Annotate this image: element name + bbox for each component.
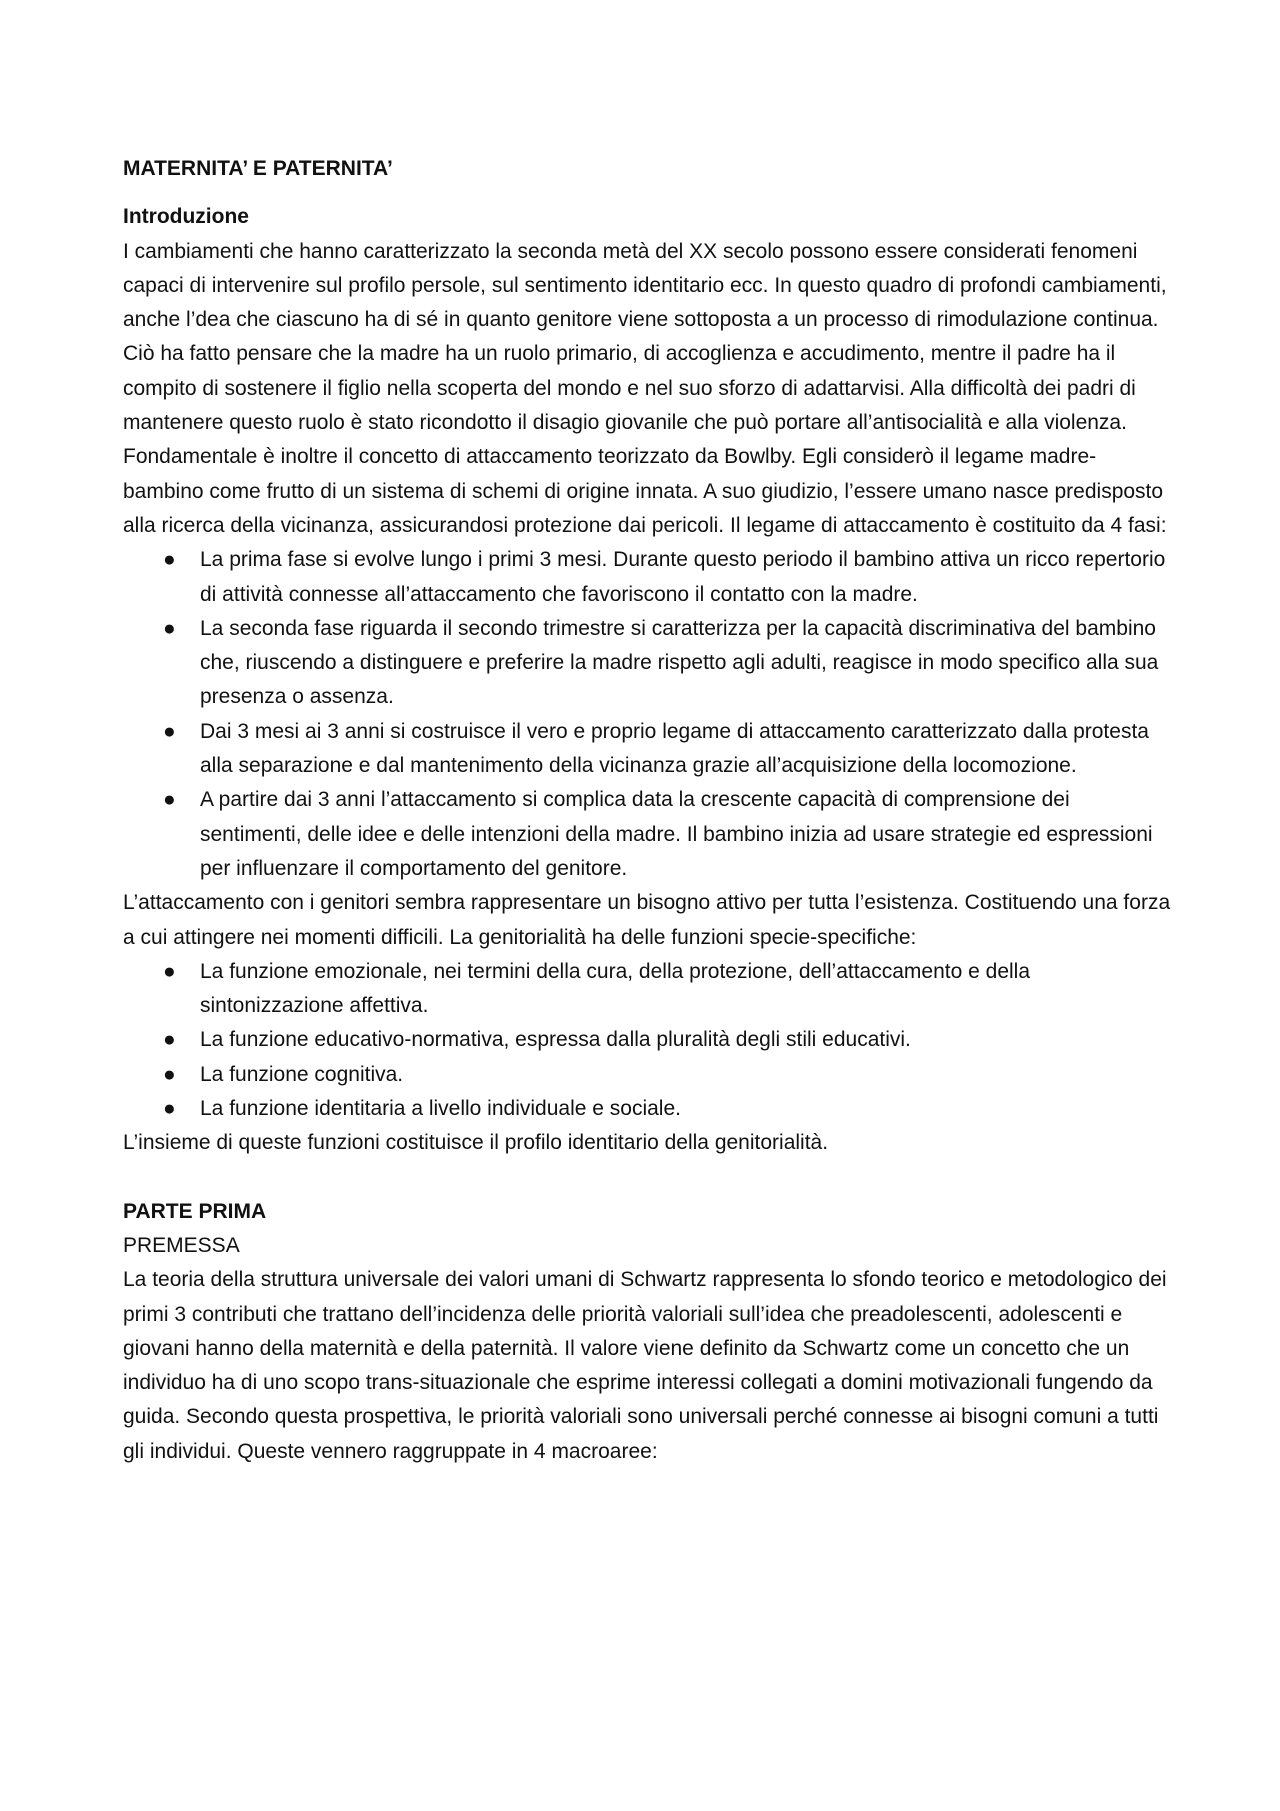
attachment-paragraph: L’attaccamento con i genitori sembra rappresentare un bisogno attivo per tutta l’esistenza. Costituendo una forza a cui attingere nei momenti difficili. La genitorialità ha delle funzioni specie-specifiche: — [123, 891, 1171, 949]
list-item-text: La funzione cognitiva. — [200, 1062, 404, 1086]
functions-summary: L’insieme di queste funzioni costituisce il profilo identitario della genitorialità. — [123, 1131, 829, 1155]
list-item — [123, 1058, 1173, 1092]
list-item-text: La funzione identitaria a livello individuale e sociale. — [200, 1097, 681, 1121]
document-title: MATERNITA’ E PATERNITA’ — [123, 157, 393, 180]
list-item — [123, 715, 1173, 784]
list-item — [123, 783, 1173, 886]
list-item — [123, 955, 1173, 1024]
intro-paragraph: I cambiamenti che hanno caratterizzato la seconda metà del XX secolo possono essere considerati fenomeni capaci di intervenire sul profilo persole, sul sentimento identitario ecc. In questo quadro di profondi cambiamenti, anche l’dea che ciascuno ha di sé in quanto genitore viene sottoposta a un processo di rimodulazione continua. Ciò ha fatto pensare che la madre ha un ruolo primario, di accoglienza e accudimento, mentre il padre ha il compito di sostenere il figlio nella scoperta del mondo e nel suo sforzo di adattarvisi. Alla difficoltà dei padri di mantenere questo ruolo è stato ricondotto il disagio giovanile che può portare all’antisocialità e alla violenza. Fondamentale è inoltre il concetto di attaccamento teorizzato da Bowlby. Egli considerò il legame madre-bambino come frutto di un sistema di schemi di origine innata. A suo giudizio, l’essere umano nasce predisposto alla ricerca della vicinanza, assicurandosi protezione dai pericoli. Il legame di attaccamento è costituito da 4 fasi: — [123, 239, 1167, 537]
list-item-text: La funzione emozionale, nei termini della cura, della protezione, dell’attaccamento e della sintonizzazione affettiva. — [200, 959, 1031, 1018]
bullet-icon: ● — [163, 616, 176, 640]
premise-heading: PREMESSA — [123, 1233, 240, 1257]
bullet-icon: ● — [163, 788, 176, 812]
list-item — [123, 612, 1173, 715]
list-item-text: La prima fase si evolve lungo i primi 3 mesi. Durante questo periodo il bambino attiva un ricco repertorio di attività connesse all’attaccamento che favoriscono il contatto con la madre. — [200, 548, 1166, 606]
bullet-icon: ● — [163, 1062, 176, 1086]
bullet-icon: ● — [163, 1097, 176, 1121]
list-item-text: Dai 3 mesi ai 3 anni si costruisce il vero e proprio legame di attaccamento caratterizzato dalla protesta alla separazione e dal mantenimento della vicinanza grazie all’acquisizione della locomozione. — [200, 719, 1149, 778]
bullet-icon: ● — [163, 719, 176, 743]
list-item-text: La seconda fase riguarda il secondo trimestre si caratterizza per la capacità discriminativa del bambino che, riuscendo a distinguere e preferire la madre rispetto agli adulti, reagisce in modo specifico alla sua presenza o assenza. — [200, 616, 1159, 709]
list-item — [123, 543, 1173, 612]
bullet-icon: ● — [163, 548, 176, 572]
intro-heading: Introduzione — [123, 205, 249, 229]
section-spacer — [123, 1161, 1173, 1195]
attachment-phases-list — [123, 543, 1173, 886]
list-item — [123, 1023, 1173, 1057]
bullet-icon: ● — [163, 959, 176, 983]
list-item-text: A partire dai 3 anni l’attaccamento si complica data la crescente capacità di comprensione dei sentimenti, delle idee e delle intenzioni della madre. Il bambino inizia ad usare strategie ed espressioni per influenzare il comportamento del genitore. — [200, 788, 1153, 880]
premise-paragraph: La teoria della struttura universale dei valori umani di Schwartz rappresenta lo sfondo teorico e metodologico dei primi 3 contributi che trattano dell’incidenza delle priorità valoriali sull’idea che preadolescenti, adolescenti e giovani hanno della maternità e della paternità. Il valore viene definito da Schwartz come un concetto che un individuo ha di uno scopo trans-situazionale che esprime interessi collegati a domini motivazionali fungendo da guida. Secondo questa prospettiva, le priorità valoriali sono universali perché connesse ai bisogni comuni a tutti gli individui. Queste vennero raggruppate in 4 macroaree: — [123, 1268, 1167, 1463]
document-page — [123, 152, 1173, 1469]
list-item — [123, 1092, 1173, 1126]
list-item-text: La funzione educativo-normativa, espressa dalla pluralità degli stili educativi. — [200, 1028, 911, 1052]
parenting-functions-list — [123, 955, 1173, 1126]
part-heading: PARTE PRIMA — [123, 1199, 267, 1223]
bullet-icon: ● — [163, 1028, 176, 1052]
